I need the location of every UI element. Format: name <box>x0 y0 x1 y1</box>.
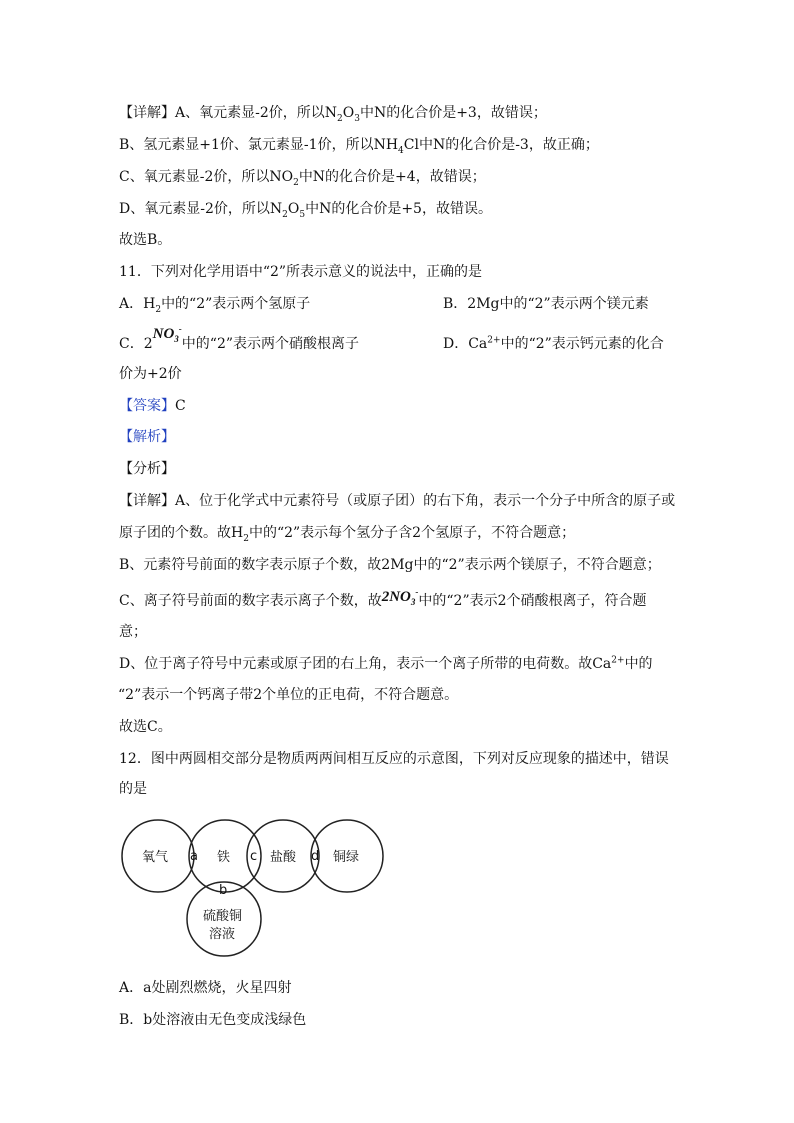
answer-value: C <box>175 398 186 414</box>
conclusion-q10: 故选B。 <box>119 232 172 248</box>
q12-option-a: A．a处剧烈燃烧，火星四射 <box>119 980 292 996</box>
marker-b: b <box>219 883 228 898</box>
q11-option-d: D．$Ca^{2+}$中的“2”表示钙元素的化合 <box>443 335 664 352</box>
label-oxygen: 氧气 <box>142 850 169 865</box>
fenxi-label: 【分析】 <box>119 461 175 477</box>
q11-detail-c-cont: 意； <box>119 624 147 640</box>
detail-line-b: B、氢元素显+1价、氯元素显-1价，所以$NH_4Cl$中N的化合价是-3，故正确； <box>119 137 599 156</box>
label-iron: 铁 <box>217 850 231 865</box>
detail-line-c: C、氧元素显-2价，所以$NO_2$中N的化合价是+4，故错误； <box>119 169 486 188</box>
nitrate-formula: $NO_3^-$ <box>152 324 182 344</box>
label-cuso4-2: 溶液 <box>209 927 236 942</box>
q11-answer <box>119 396 186 416</box>
detail-line-d: D、氧元素显-2价，所以$N_2O_5$中N的化合价是+5，故错误。 <box>119 201 492 220</box>
marker-a: a <box>190 849 198 864</box>
q11-option-d-cont: 价为+2价 <box>119 366 182 382</box>
q11-detail-a2: 原子团的个数。故$H_2$中的“2”表示每个氢分子含2个氢原子，不符合题意； <box>119 525 576 544</box>
reaction-diagram <box>120 812 390 962</box>
q11-option-c: C．$2NO_3^-$中的“2”表示两个硝酸根离子 <box>119 324 360 352</box>
marker-d: d <box>311 849 320 864</box>
label-verdigris: 铜绿 <box>333 850 360 865</box>
q11-detail-d2: “2”表示一个钙离子带2个单位的正电荷，不符合题意。 <box>118 687 459 703</box>
question-12-stem-1: 12．图中两圆相交部分是物质两两间相互反应的示意图，下列对反应现象的描述中，错误 <box>119 751 669 767</box>
label-hcl: 盐酸 <box>270 850 297 865</box>
conclusion-q11: 故选C。 <box>119 719 172 735</box>
question-11-stem: 11．下列对化学用语中“2”所表示意义的说法中，正确的是 <box>119 264 483 280</box>
detail-line-a: 【详解】A、氧元素显-2价，所以$N_2O_3$中N的化合价是+3，故错误； <box>119 105 547 124</box>
detail-label: 【详解】 <box>119 105 175 121</box>
label-cuso4-1: 硫酸铜 <box>203 909 243 924</box>
marker-c: c <box>250 849 258 864</box>
q12-option-b: B．b处溶液由无色变成浅绿色 <box>119 1012 307 1028</box>
nitrate-formula-2: $2NO_3^-$ <box>381 587 419 607</box>
q11-option-b: B．2Mg中的“2”表示两个镁元素 <box>443 296 649 312</box>
analysis-label: 【解析】 <box>119 429 175 445</box>
q11-option-a: A．$H_2$中的“2”表示两个氢原子 <box>119 296 311 315</box>
question-12-stem-2: 的是 <box>119 781 147 797</box>
q11-detail-d1: D、位于离子符号中元素或原子团的右上角，表示一个离子所带的电荷数。故$Ca^{2+}$中的 <box>119 655 653 672</box>
q11-detail-a1: 【详解】A、位于化学式中元素符号（或原子团）的右下角，表示一个分子中所含的原子或 <box>119 493 676 509</box>
q11-detail-b: B、元素符号前面的数字表示原子个数，故2Mg中的“2”表示两个镁原子，不符合题意； <box>119 557 661 573</box>
answer-label: 【答案】 <box>119 398 175 414</box>
q11-detail-c: C、离子符号前面的数字表示离子个数，故$2NO_3^-$中的“2”表示2个硝酸根离子，符合题 <box>119 587 647 609</box>
